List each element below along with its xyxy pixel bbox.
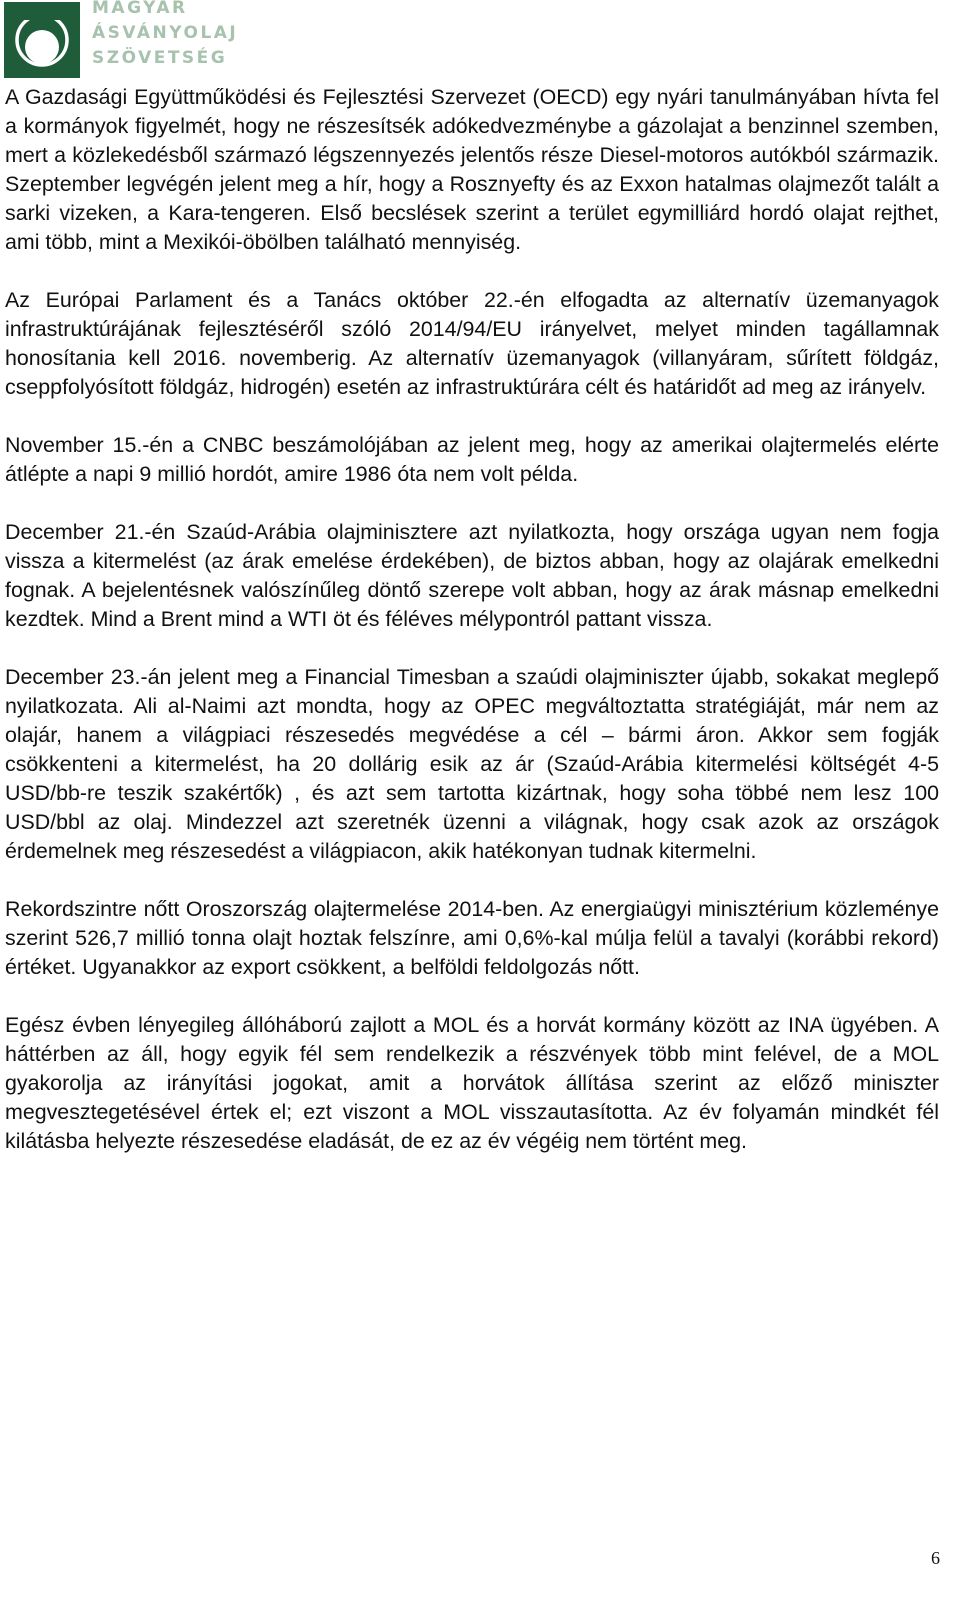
paragraph-russia: Rekordszintre nőtt Oroszország olajtermelése 2014-ben. Az energiaügyi minisztérium közleménye szerint 526,7 millió tonna olajt hoztak felszínre, ami 0,6%-kal múlja felül a tavalyi (korábbi rekord) értéket. Ugyanakkor az export csökkent, a belföldi feldolgozás nőtt. bbox=[5, 897, 939, 979]
paragraph-cnbc: November 15.-én a CNBC beszámolójában az jelent meg, hogy az amerikai olajtermelés elérte átlépte a napi 9 millió hordót, amire 1986 óta nem volt példa. bbox=[5, 433, 939, 486]
logo bbox=[4, 2, 238, 80]
logo-line-3: SZÖVETSÉG bbox=[92, 48, 228, 68]
paragraph-eu-directive: Az Európai Parlament és a Tanács október 22.-én elfogadta az alternatív üzemanyagok infrastruktúrájának fejlesztéséről szóló 2014/94/EU irányelvet, melyet minden tagállamnak honosítania kell 2016. novemberig. Az alternatív üzemanyagok (villanyáram, sűrített földgáz, cseppfolyósított földgáz, hidrogén) esetén az infrastruktúrára célt és határidőt ad meg az irányelv. bbox=[5, 288, 939, 399]
logo-line-1: MAGYAR bbox=[92, 0, 188, 18]
page-number: 6 bbox=[931, 1548, 940, 1568]
logo-circle-icon bbox=[4, 2, 80, 78]
paragraph-saudi-dec21: December 21.-én Szaúd-Arábia olajminisztere azt nyilatkozta, hogy országa ugyan nem fogja vissza a kitermelést (az árak emelése érdekében), de biztos abban, hogy az olajárak emelkedni fognak. A bejelentésnek valószínűleg döntő szerepe volt abban, hogy az árak másnap emelkedni kezdtek. Mind a Brent mind a WTI öt és féléves mélypontról pattant vissza. bbox=[5, 520, 939, 631]
paragraph-oecd: A Gazdasági Együttműködési és Fejlesztési Szervezet (OECD) egy nyári tanulmányában hívta fel a kormányok figyelmét, hogy ne részesítsék adókedvezménybe a gázolajat a benzinnel szemben, mert a közlekedésből származó légszennyezés jelentős része Diesel-motoros autókból származik. Szeptember legvégén jelent meg a hír, hogy a Rosznyefty és az Exxon hatalmas olajmezőt talált a sarki vizeken, a Kara-tengeren. Első becslések szerint a terület egymilliárd hordó olajat rejthet, ami több, mint a Mexikói-öbölben található mennyiség. bbox=[5, 85, 939, 254]
logo-mark bbox=[4, 2, 80, 78]
logo-text bbox=[92, 0, 238, 71]
paragraph-mol-ina: Egész évben lényegileg állóháború zajlott a MOL és a horvát kormány között az INA ügyében. A háttérben az áll, hogy egyik fél sem rendelkezik a részvények több mint felével, de a MOL gyakorolja az irányítási jogokat, amit a horvátok állítása szerint az előző miniszter megvesztegetésével értek el; ezt viszont a MOL visszautasította. Az év folyamán mindkét fél kilátásba helyezte részesedése eladását, de ez az év végéig nem történt meg. bbox=[5, 1013, 939, 1153]
logo-line-2: ÁSVÁNYOLAJ bbox=[92, 23, 239, 43]
document-body bbox=[5, 83, 939, 1185]
paragraph-saudi-dec23: December 23.-án jelent meg a Financial Timesban a szaúdi olajminiszter újabb, sokakat meglepő nyilatkozata. Ali al-Naimi azt mondta, hogy az OPEC megváltoztatta stratégiáját, már nem az olajár, hanem a világpiaci részesedés megvédése a cél – bármi áron. Akkor sem fogják csökkenteni a kitermelést, ha 20 dollárig esik az ár (Szaúd-Arábia kitermelési költségét 4-5 USD/bb-re teszik szakértők) , és azt sem tartotta kizártnak, hogy soha többé nem lesz 100 USD/bbl az olaj. Mindezzel azt szeretnék üzenni a világnak, hogy csak azok az országok érdemelnek meg részesedést a világpiacon, akik hatékonyan tudnak kitermelni. bbox=[5, 665, 939, 863]
